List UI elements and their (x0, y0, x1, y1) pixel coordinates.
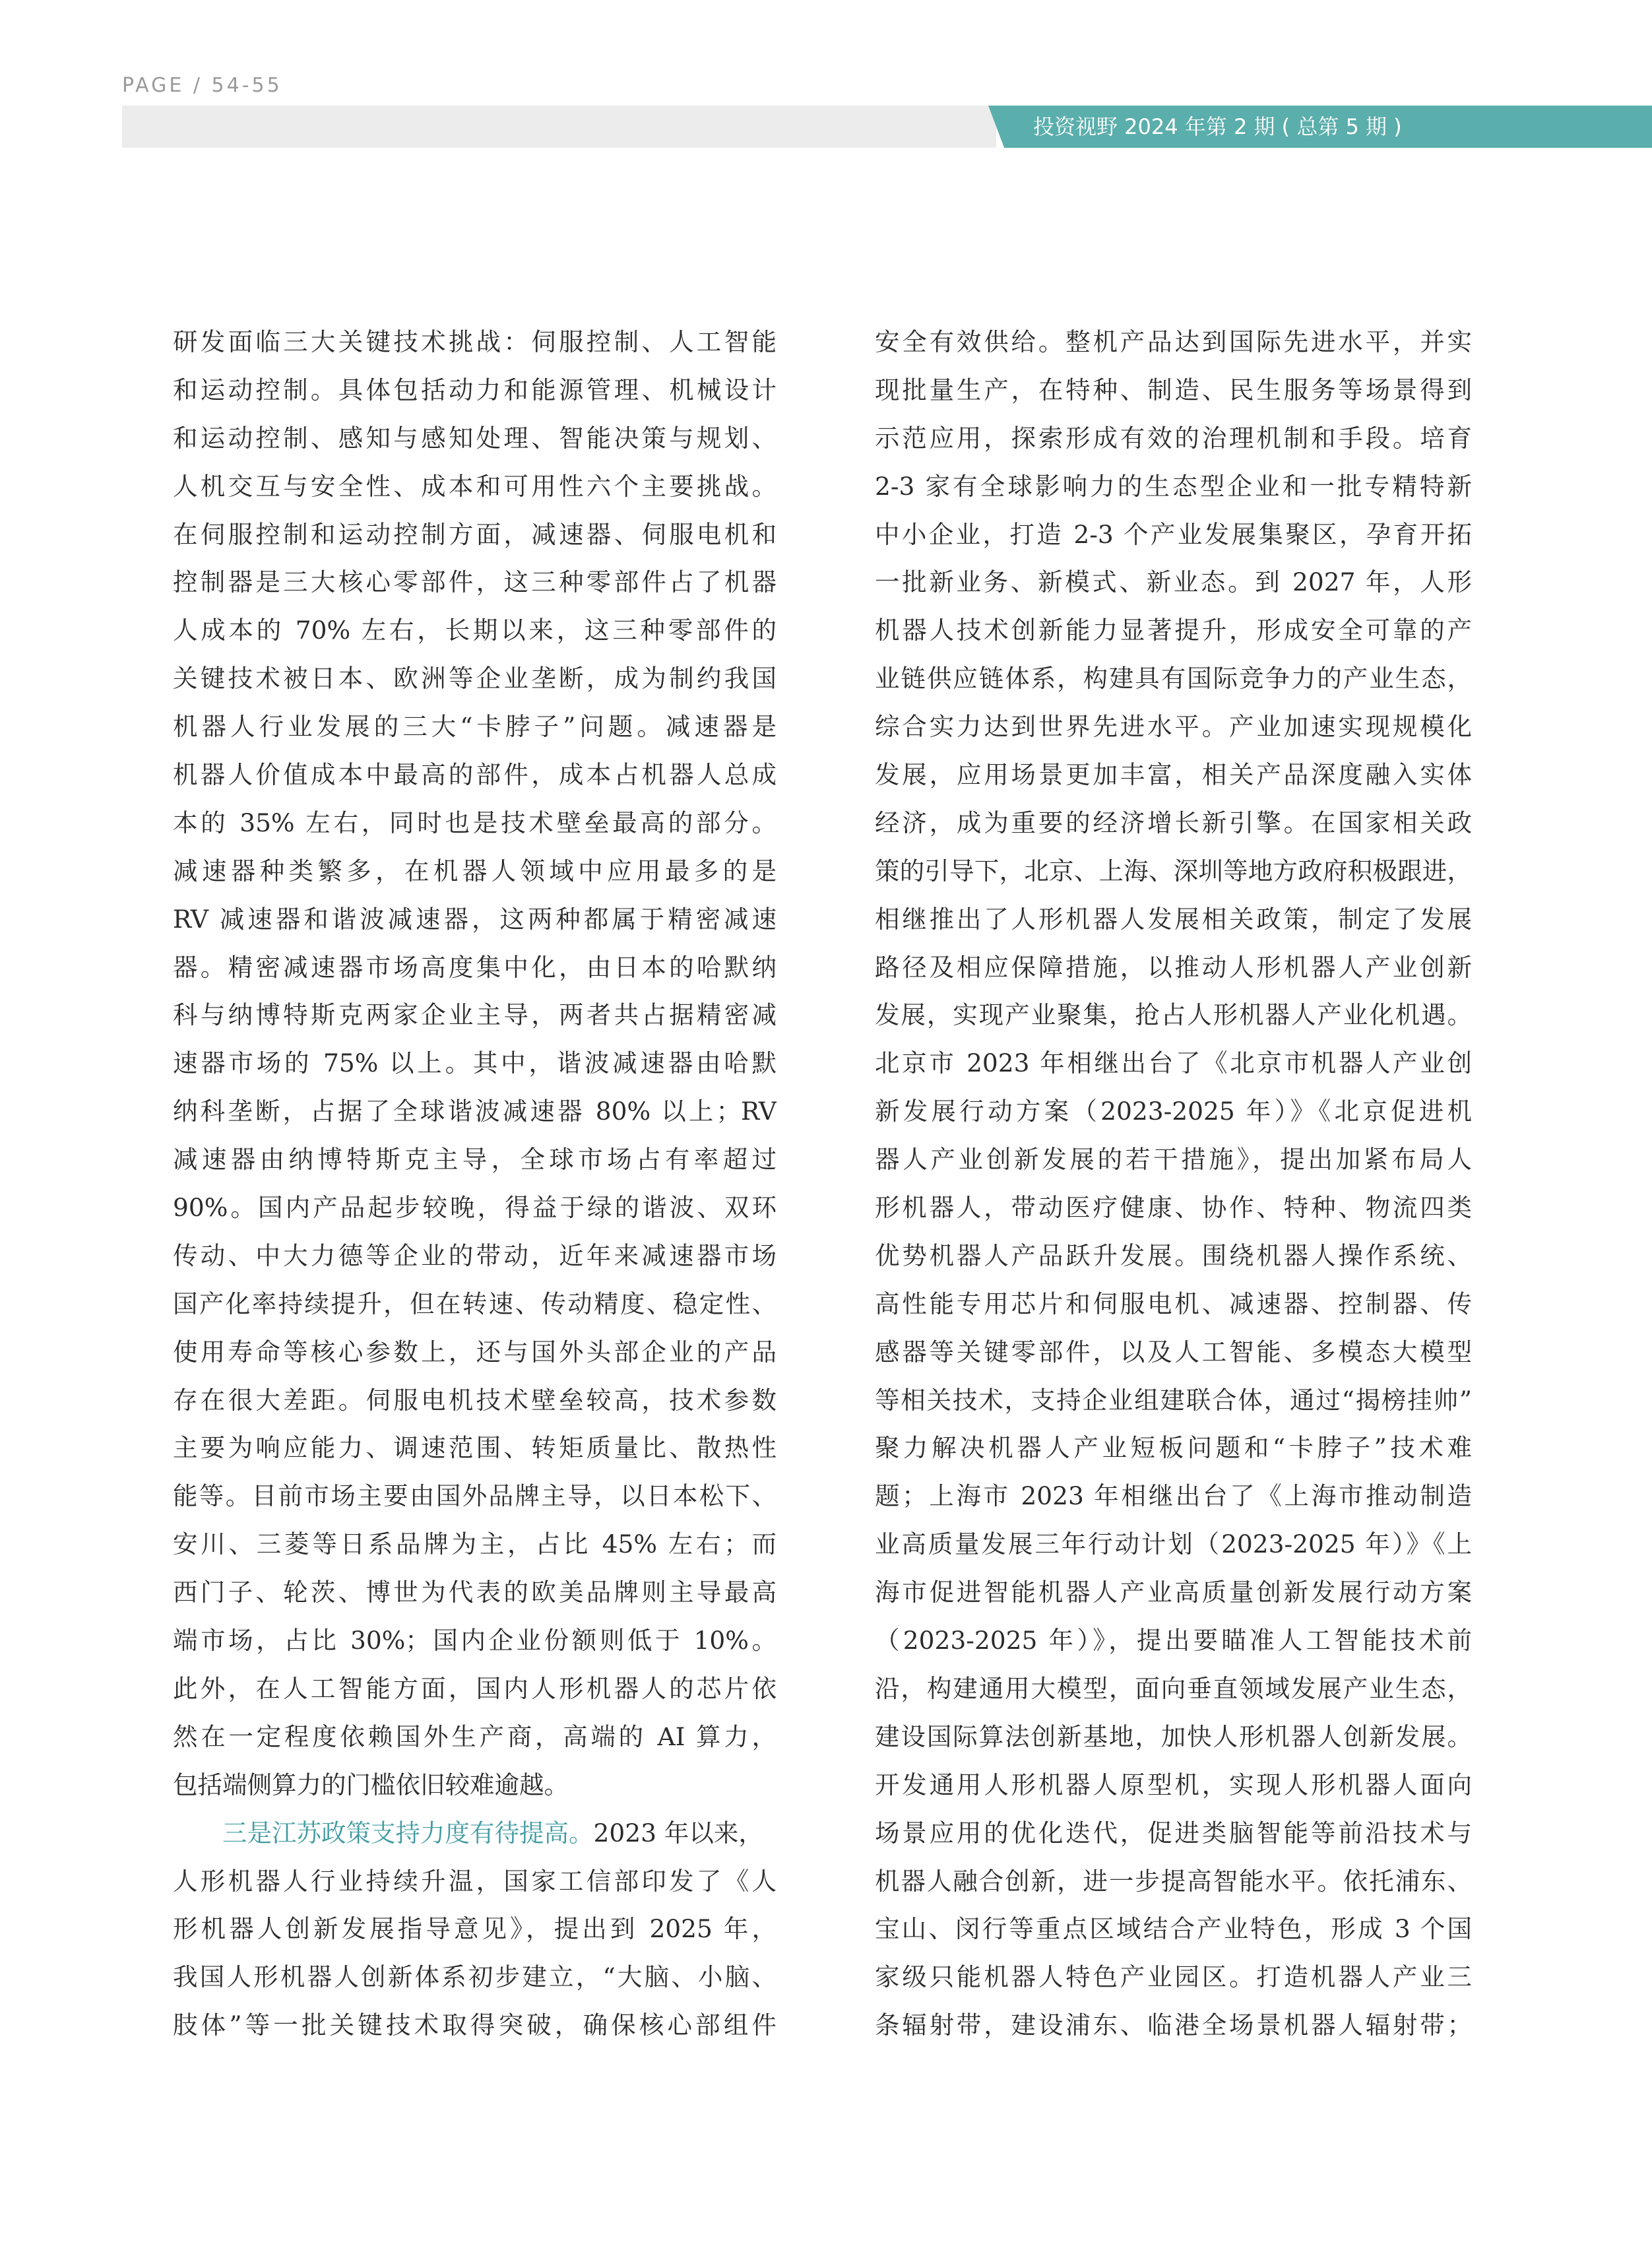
text-line: 纳科垄断，占据了全球谐波减速器 80% 以上；RV (173, 1097, 777, 1126)
text-line: 安全有效供给。整机产品达到国际先进水平，并实 (875, 327, 1472, 356)
text-line: 宝山、闵行等重点区域结合产业特色，形成 3 个国 (875, 1914, 1472, 1944)
text-line: 条辐射带，建设浦东、临港全场景机器人辐射带； (875, 2011, 1472, 2040)
text-line: 科与纳博特斯克两家企业主导，两者共占据精密减 (173, 1000, 777, 1030)
text-line: 此外，在人工智能方面，国内人形机器人的芯片依 (173, 1673, 777, 1703)
text-line: RV 减速器和谐波减速器，这两种都属于精密减速 (173, 904, 777, 934)
text-line: 新发展行动方案（2023-2025 年）》《北京促进机 (875, 1097, 1472, 1126)
text-line: 优势机器人产品跃升发展。围绕机器人操作系统、 (875, 1240, 1472, 1270)
text-line: 研发面临三大关键技术挑战：伺服控制、人工智能 (173, 327, 777, 356)
text-line: 使用寿命等核心参数上，还与国外头部企业的产品 (173, 1337, 777, 1367)
text-line: 肢体”等一批关键技术取得突破，确保核心部组件 (173, 2011, 777, 2040)
text-line: 形机器人创新发展指导意见》，提出到 2025 年， (173, 1914, 777, 1944)
text-line: 我国人形机器人创新体系初步建立，“大脑、小脑、 (173, 1962, 777, 1992)
text-line: 人机交互与安全性、成本和可用性六个主要挑战。 (173, 471, 777, 501)
text-line: 示范应用，探索形成有效的治理机制和手段。培育 (875, 423, 1472, 453)
text-line: 90%。国内产品起步较晚，得益于绿的谐波、双环 (173, 1193, 777, 1223)
text-line: 路径及相应保障措施，以推动人形机器人产业创新 (875, 952, 1472, 982)
text-line: 感器等关键零部件，以及人工智能、多模态大模型 (875, 1337, 1472, 1367)
text-line: 综合实力达到世界先进水平。产业加速实现规模化 (875, 712, 1472, 742)
paragraph-first-line (173, 1809, 777, 1857)
text-line: 器人产业创新发展的若干措施》，提出加紧布局人 (875, 1145, 1472, 1174)
text-line: 相继推出了人形机器人发展相关政策，制定了发展 (875, 904, 1472, 934)
text-line: 和运动控制。具体包括动力和能源管理、机械设计 (173, 375, 777, 404)
text-line: 场景应用的优化迭代，促进类脑智能等前沿技术与 (875, 1818, 1472, 1848)
text-line: 发展，应用场景更加丰富，相关产品深度融入实体 (875, 760, 1472, 790)
text-line: 安川、三菱等日系品牌为主，占比 45% 左右；而 (173, 1529, 777, 1559)
text-line: 聚力解决机器人产业短板问题和“卡脖子”技术难 (875, 1433, 1472, 1463)
text-line: 端市场，占比 30%；国内企业份额则低于 10%。 (173, 1626, 777, 1656)
text-line: 和运动控制、感知与感知处理、智能决策与规划、 (173, 423, 777, 453)
text-line: 形机器人，带动医疗健康、协作、特种、物流四类 (875, 1193, 1472, 1223)
text-line: 关键技术被日本、欧洲等企业垄断，成为制约我国 (173, 664, 777, 693)
text-line: 人成本的 70% 左右，长期以来，这三种零部件的 (173, 616, 777, 645)
text-line: 机器人行业发展的三大“卡脖子”问题。减速器是 (173, 712, 777, 742)
text-line: 开发通用人形机器人原型机，实现人形机器人面向 (875, 1770, 1472, 1799)
text-line: 题；上海市 2023 年相继出台了《上海市推动制造 (875, 1481, 1472, 1511)
text-line: 器。精密减速器市场高度集中化，由日本的哈默纳 (173, 952, 777, 982)
text-line: 本的 35% 左右，同时也是技术壁垒最高的部分。 (173, 808, 777, 837)
text-line: 机器人价值成本中最高的部件，成本占机器人总成 (173, 760, 777, 790)
text-line: 然在一定程度依赖国外生产商，高端的 AI 算力， (173, 1721, 777, 1751)
text-line: 发展，实现产业聚集，抢占人形机器人产业化机遇。 (875, 1000, 1472, 1030)
text-line: 控制器是三大核心零部件，这三种零部件占了机器 (173, 567, 777, 597)
text-line: 存在很大差距。伺服电机技术壁垒较高，技术参数 (173, 1385, 777, 1415)
text-line: 业高质量发展三年行动计划（2023-2025 年）》《上 (875, 1529, 1472, 1559)
text-line: 业链供应链体系，构建具有国际竞争力的产业生态， (875, 664, 1472, 693)
text-line: 中小企业，打造 2-3 个产业发展集聚区，孕育开拓 (875, 519, 1472, 549)
section-heading: 三是江苏政策支持力度有待提高。 (222, 1818, 594, 1848)
page-number-label: PAGE / 54-55 (122, 74, 282, 97)
magazine-issue-title: 投资视野 2024 年第 2 期 ( 总第 5 期 ) (1033, 114, 1402, 139)
text-line: 2-3 家有全球影响力的生态型企业和一批专精特新 (875, 471, 1472, 501)
text-line: 在伺服控制和运动控制方面，减速器、伺服电机和 (173, 519, 777, 549)
text-line: （2023-2025 年）》，提出要瞄准人工智能技术前 (875, 1626, 1472, 1656)
text-line: 经济，成为重要的经济增长新引擎。在国家相关政 (875, 808, 1472, 837)
left-text-column (173, 318, 777, 2049)
text-line: 人形机器人行业持续升温，国家工信部印发了《人 (173, 1866, 777, 1896)
text-line: 机器人融合创新，进一步提高智能水平。依托浦东、 (875, 1866, 1472, 1896)
text-line: 包括端侧算力的门槛依旧较难逾越。 (173, 1770, 569, 1799)
text-line: 国产化率持续提升，但在转速、传动精度、稳定性、 (173, 1289, 777, 1318)
text-line: 速器市场的 75% 以上。其中，谐波减速器由哈默 (173, 1048, 777, 1078)
text-line: 家级只能机器人特色产业园区。打造机器人产业三 (875, 1962, 1472, 1992)
right-text-column (875, 318, 1472, 2049)
text-line: 机器人技术创新能力显著提升，形成安全可靠的产 (875, 616, 1472, 645)
text-line: 减速器种类繁多，在机器人领域中应用最多的是 (173, 856, 777, 885)
text-line: 传动、中大力德等企业的带动，近年来减速器市场 (173, 1240, 777, 1270)
text-line: 主要为响应能力、调速范围、转矩质量比、散热性 (173, 1433, 777, 1463)
text-line: 策的引导下，北京、上海、深圳等地方政府积极跟进， (875, 856, 1472, 885)
text-line: 一批新业务、新模式、新业态。到 2027 年，人形 (875, 567, 1472, 597)
header-gray-strip (122, 106, 996, 148)
text-line: 能等。目前市场主要由国外品牌主导，以日本松下、 (173, 1481, 777, 1511)
text-line: 现批量生产，在特种、制造、民生服务等场景得到 (875, 375, 1472, 404)
text-line: 沿，构建通用大模型，面向垂直领域发展产业生态， (875, 1673, 1472, 1703)
text-line: 建设国际算法创新基地，加快人形机器人创新发展。 (875, 1721, 1472, 1751)
text-line: 等相关技术，支持企业组建联合体，通过“揭榜挂帅” (875, 1385, 1472, 1415)
text-span: 2023 年以来， (593, 1818, 763, 1848)
text-line: 减速器由纳博特斯克主导，全球市场占有率超过 (173, 1145, 777, 1174)
text-line: 西门子、轮茨、博世为代表的欧美品牌则主导最高 (173, 1578, 777, 1607)
text-line: 北京市 2023 年相继出台了《北京市机器人产业创 (875, 1048, 1472, 1078)
text-line: 高性能专用芯片和伺服电机、减速器、控制器、传 (875, 1289, 1472, 1318)
text-line: 海市促进智能机器人产业高质量创新发展行动方案 (875, 1578, 1472, 1607)
